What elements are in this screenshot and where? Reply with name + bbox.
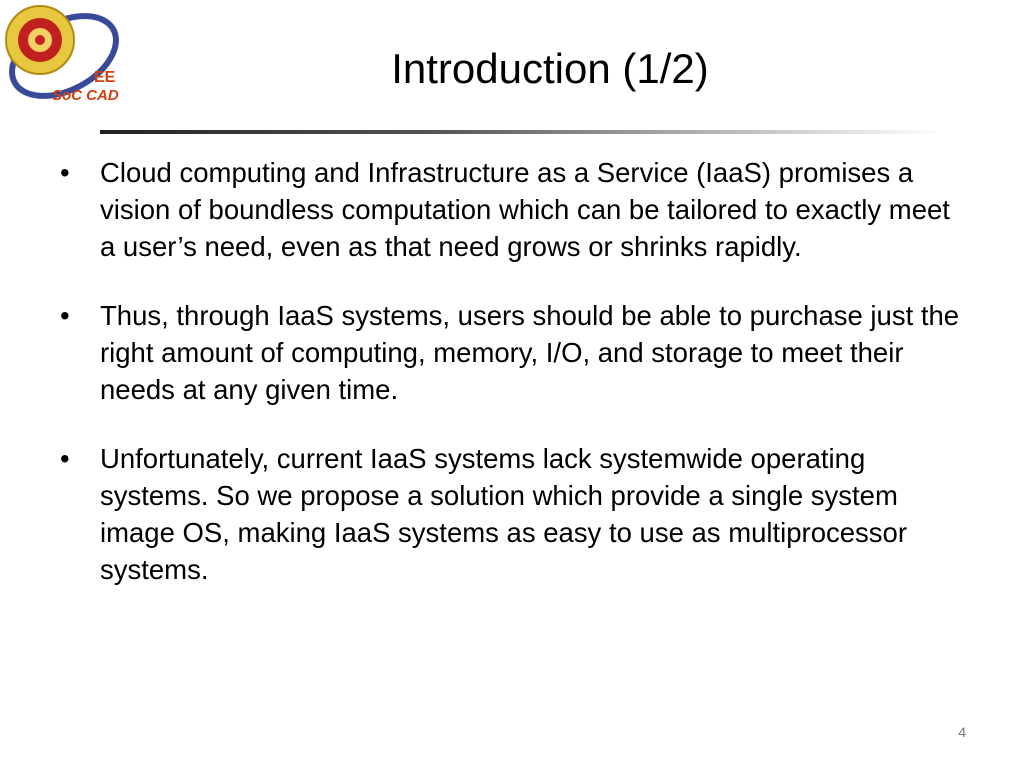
title-divider bbox=[100, 130, 940, 134]
page-number: 4 bbox=[958, 724, 966, 740]
bullet-dot-icon: • bbox=[60, 443, 70, 474]
logo-ee-text: EE bbox=[94, 69, 116, 86]
slide-title: Introduction (1/2) bbox=[391, 45, 709, 92]
bullet-text: Cloud computing and Infrastructure as a Service (IaaS) promises a vision of boundless computation which can be tailored to exactly meet a user’s need, even as that need grows or shrinks rapidly. bbox=[100, 157, 950, 262]
soc-cad-logo bbox=[2, 2, 124, 104]
bullet-item bbox=[60, 154, 970, 265]
bullet-item bbox=[60, 297, 970, 408]
bullet-list bbox=[60, 154, 970, 620]
logo-soc-cad-text: SoC CAD bbox=[52, 87, 119, 104]
bullet-text: Unfortunately, current IaaS systems lack systemwide operating systems. So we propose a solution which provide a single system image OS, making IaaS systems as easy to use as multiprocessor systems. bbox=[100, 443, 907, 585]
bullet-dot-icon: • bbox=[60, 157, 70, 188]
bullet-dot-icon: • bbox=[60, 300, 70, 331]
bullet-item bbox=[60, 440, 970, 588]
bullet-text: Thus, through IaaS systems, users should be able to purchase just the right amount of computing, memory, I/O, and storage to meet their needs at any given time. bbox=[100, 300, 960, 405]
